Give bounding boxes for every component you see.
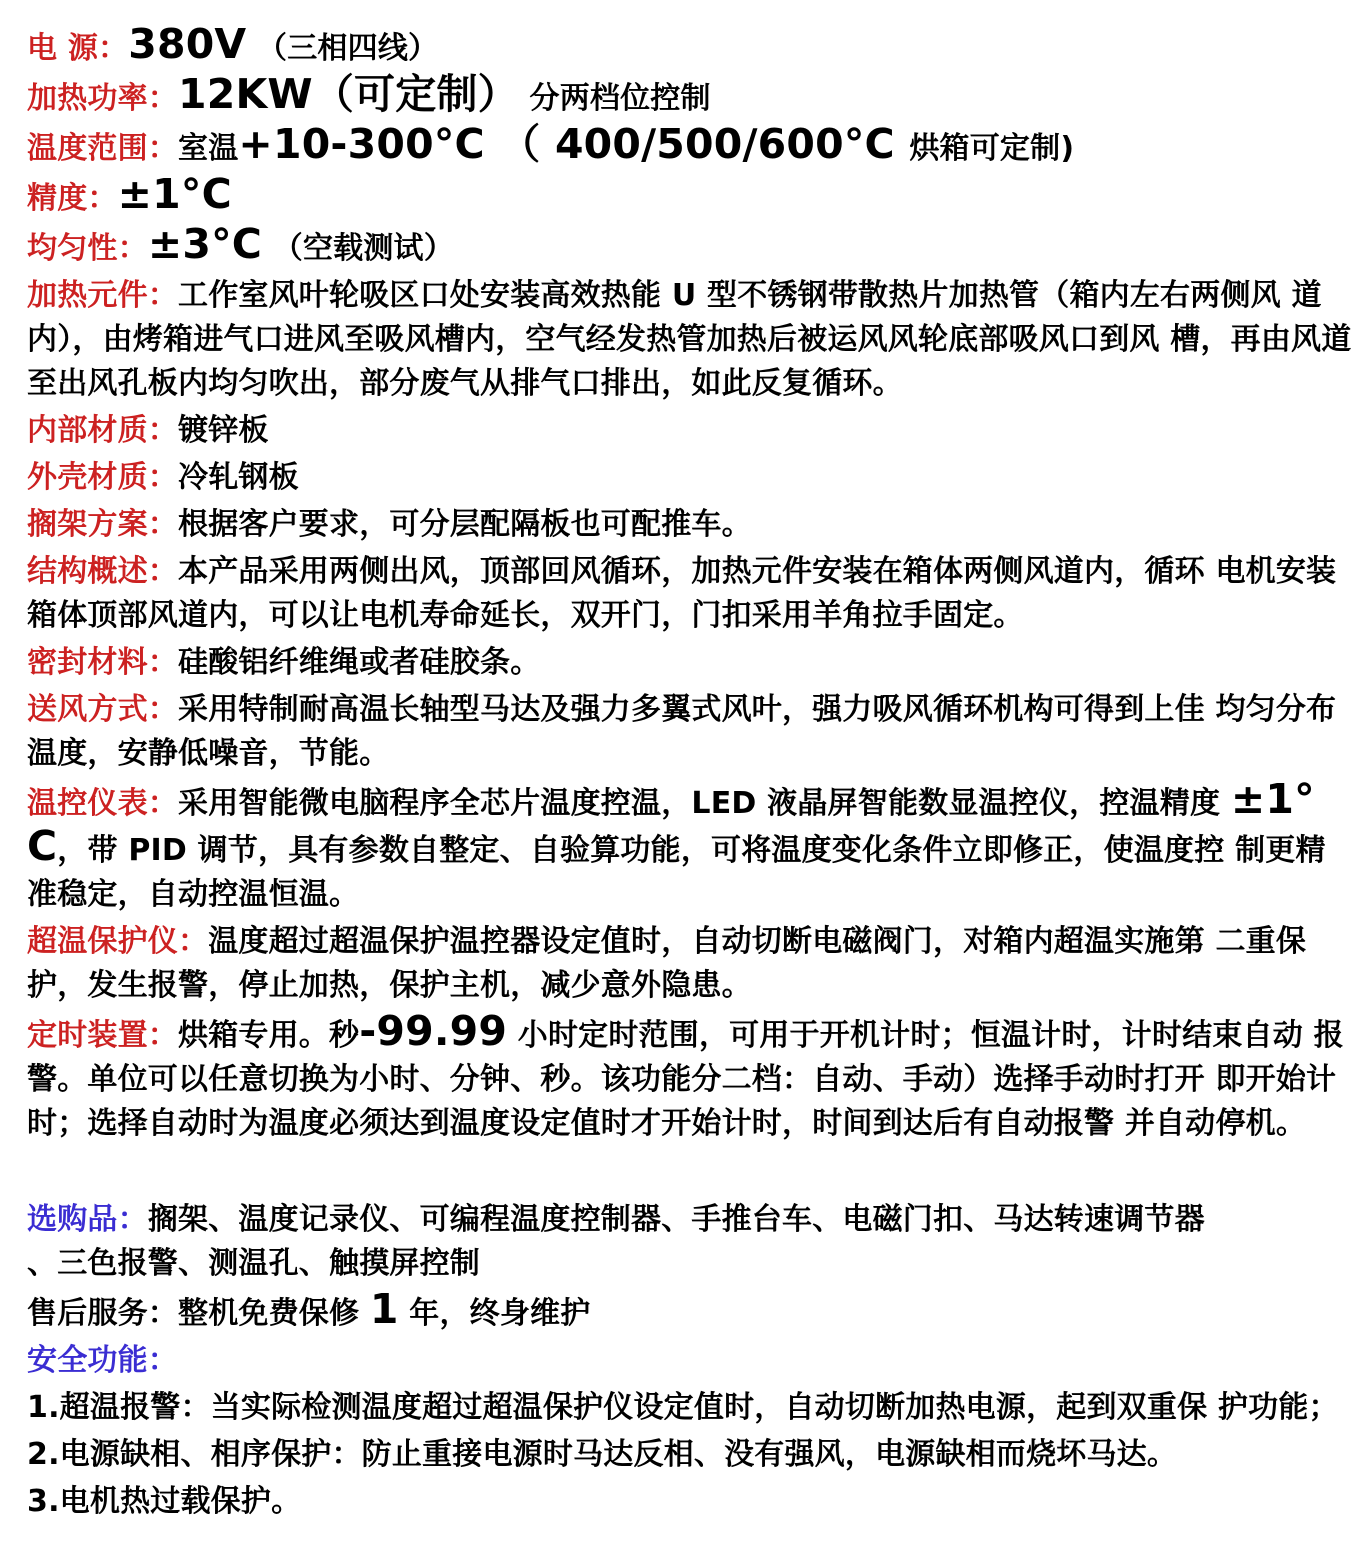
heating-power-text: 分两档位控制 [518,81,711,116]
temperature-controller-label: 温控仪表： [27,786,178,821]
inner-material-text: 镀锌板 [178,413,269,448]
paragraph-inner-material [27,409,1355,453]
precision-text: ±1°C [117,170,232,218]
precision-label: 精度： [27,181,118,216]
temperature-controller-text: ，带 PID 调节，具有参数自整定、自验算功能，可将温度变化条件立即修正，使温度控 制更精准稳定，自动控温恒温。 [27,833,1326,912]
optional-items-label: 选购品： [27,1202,148,1237]
power-label: 电 源： [27,31,129,66]
paragraph-precision [27,170,1355,221]
paragraph-heating-power [27,70,1355,121]
uniformity-label: 均匀性： [27,231,148,266]
paragraph-temperature-range [27,120,1355,171]
structure-overview-label: 结构概述： [27,554,178,589]
overtemp-protector-label: 超温保护仪： [27,924,209,959]
after-sales-service-text: 整机免费保修 [178,1296,370,1331]
spec-list [27,20,1355,1524]
heating-element-text: 工作室风叶轮吸区口处安装高效热能 U 型不锈钢带散热片加热管（箱内左右两侧风 道内），由烤箱进气口进风至吸风槽内，空气经发热管加热后被运风风轮底部吸风口到风 槽，再由风道至出风孔板内均匀吹出，部分废气从排气口排出，如此反复循环。 [27,278,1352,401]
sealing-material-label: 密封材料： [27,645,178,680]
paragraph-optional-items [27,1198,1355,1286]
timer-device-text: 小时定时范围，可用于开机计时；恒温计时，计时结束自动 报警。单位可以任意切换为小时、分钟、秒。该功能分二档：自动、手动）选择手动时打开 即开始计时；选择自动时为温度必须达到温度设定值时才开始计时，时间到达后有自动报警 并自动停机。 [27,1018,1344,1141]
uniformity-text: （空载测试） [262,231,454,266]
optional-items-text: 搁架、温度记录仪、可编程温度控制器、手推台车、电磁门扣、马达转速调节器 [147,1202,1205,1237]
paragraph-shelf-plan [27,503,1355,547]
paragraph-timer-device [27,1007,1355,1146]
after-sales-service-label: 售后服务： [27,1296,178,1331]
paragraph-heating-element [27,274,1355,406]
timer-device-text: 烘箱专用。秒 [178,1018,360,1053]
safety-item-3-text: 3.电机热过载保护。 [27,1484,302,1519]
optional-items-text: 、三色报警、测温孔、触摸屏控制 [27,1246,480,1281]
paragraph-safety-item-1 [27,1386,1355,1430]
paragraph-structure-overview [27,550,1355,638]
heating-power-text: 12KW（可定制） [178,70,519,118]
paragraph-after-sales-service [27,1285,1355,1336]
temperature-range-text: +10-300°C （ 400/500/600°C [238,120,910,168]
shelf-plan-label: 搁架方案： [27,507,178,542]
temperature-controller-text: 采用智能微电脑程序全芯片温度控温，LED 液晶屏智能数显温控仪，控温精度 [178,786,1231,821]
air-supply-text: 采用特制耐高温长轴型马达及强力多翼式风叶，强力吸风循环机构可得到上佳 均匀分布温度，安静低噪音，节能。 [27,692,1337,771]
structure-overview-text: 本产品采用两侧出风，顶部回风循环，加热元件安装在箱体两侧风道内，循环 电机安装箱体顶部风道内，可以让电机寿命延长，双开门，门扣采用羊角拉手固定。 [27,554,1337,633]
safety-item-1-text: 1.超温报警：当实际检测温度超过超温保护仪设定值时，自动切断加热电源，起到双重保 护功能； [27,1390,1339,1425]
power-text: （三相四线） [246,31,439,66]
paragraph-temperature-controller [27,775,1355,917]
paragraph-uniformity [27,220,1355,271]
temperature-range-text: 烘箱可定制) [909,131,1075,166]
temperature-range-label: 温度范围： [27,131,178,166]
safety-functions-title-label: 安全功能： [27,1343,178,1378]
paragraph-safety-item-3 [27,1480,1355,1524]
shelf-plan-text: 根据客户要求，可分层配隔板也可配推车。 [178,507,752,542]
paragraph-overtemp-protector [27,920,1355,1008]
temperature-controller-text: ±1°C [27,775,1315,870]
temperature-range-text: 室温 [178,131,239,166]
paragraph-sealing-material [27,641,1355,685]
power-text: 380V [128,20,247,68]
shell-material-label: 外壳材质： [27,460,178,495]
air-supply-label: 送风方式： [27,692,178,727]
safety-item-2-text: 2.电源缺相、相序保护：防止重接电源时马达反相、没有强风，电源缺相而烧坏马达。 [27,1437,1178,1472]
heating-element-label: 加热元件： [27,278,178,313]
inner-material-label: 内部材质： [27,413,178,448]
timer-device-label: 定时装置： [27,1018,178,1053]
paragraph-shell-material [27,456,1355,500]
sealing-material-text: 硅酸铝纤维绳或者硅胶条。 [178,645,541,680]
paragraph-air-supply [27,688,1355,776]
overtemp-protector-text: 温度超过超温保护温控器设定值时，自动切断电磁阀门，对箱内超温实施第 二重保护，发生报警，停止加热，保护主机，减少意外隐患。 [27,924,1307,1003]
paragraph-power [27,20,1355,71]
paragraph-safety-item-2 [27,1433,1355,1477]
timer-device-text: -99.99 [359,1007,508,1055]
heating-power-label: 加热功率： [27,81,178,116]
paragraph-safety-functions-title [27,1339,1355,1383]
shell-material-text: 冷轧钢板 [178,460,299,495]
after-sales-service-text: 1 [369,1285,399,1333]
after-sales-service-text: 年，终身维护 [398,1296,591,1331]
uniformity-text: ±3°C [147,220,263,268]
